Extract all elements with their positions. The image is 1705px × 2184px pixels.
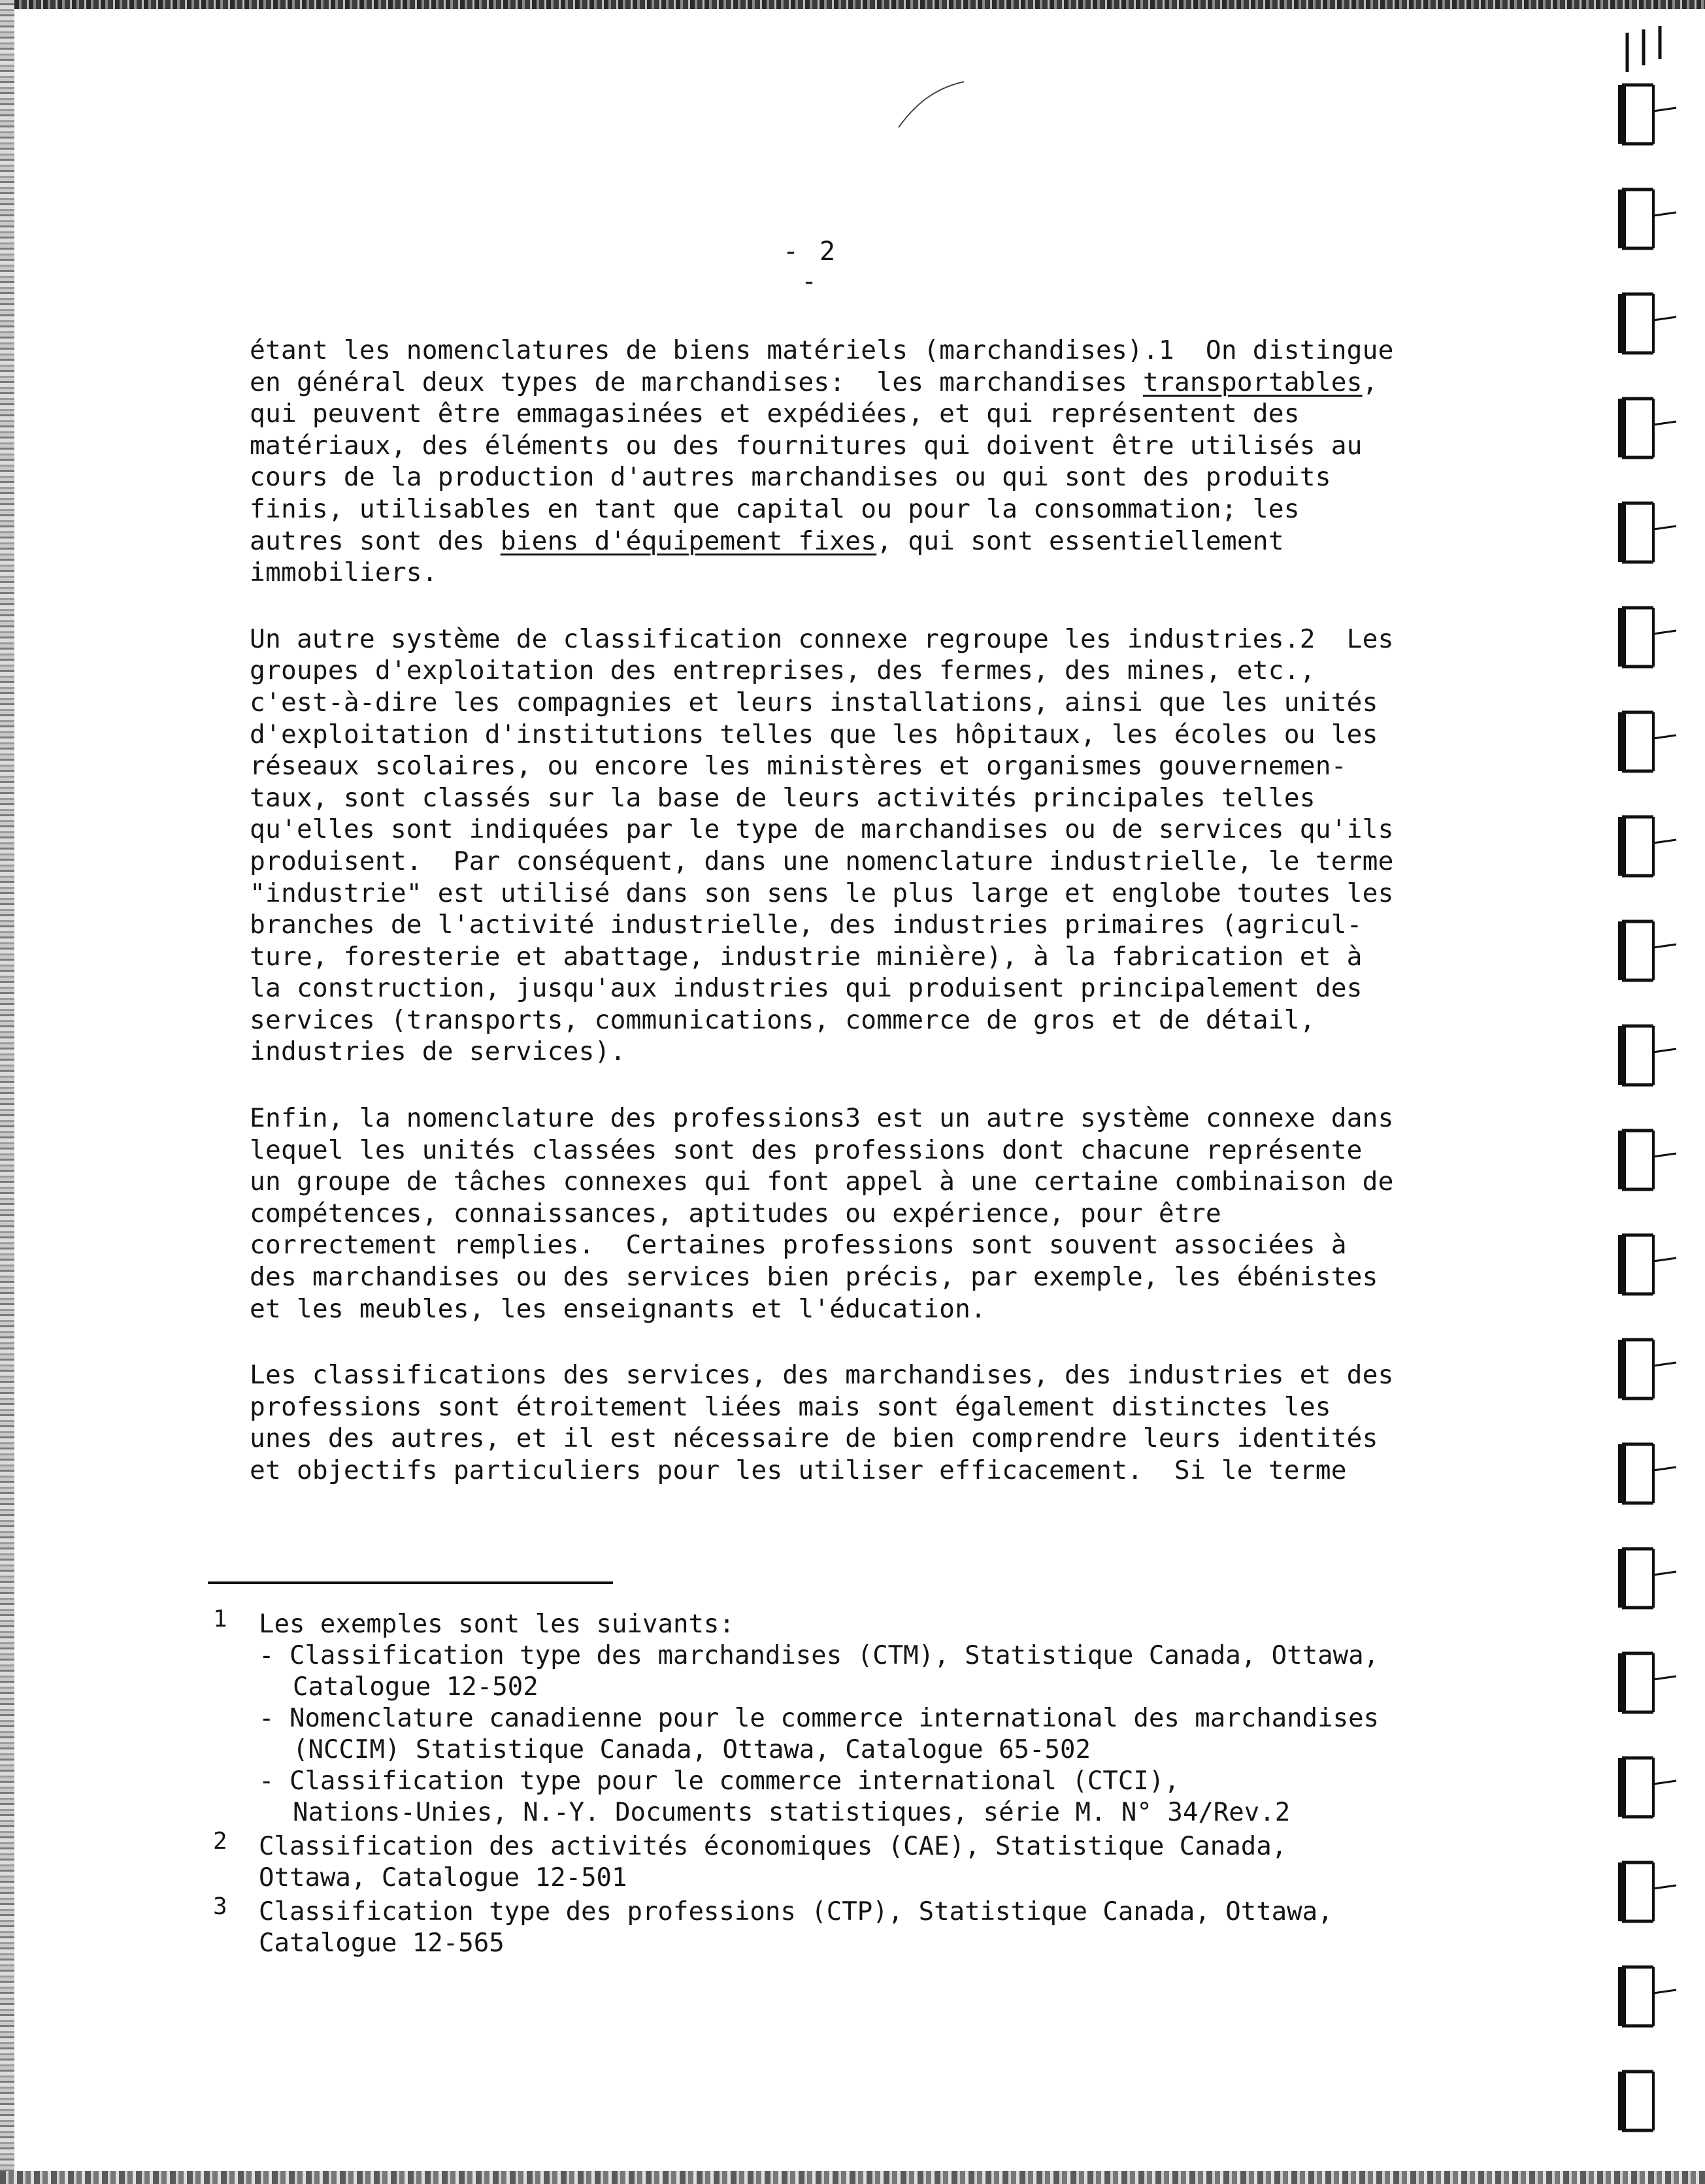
footnote-list-item: - Classification type pour le commerce international (CTCI), <box>259 1766 1180 1796</box>
footnote-1 <box>208 1606 1449 1828</box>
footnote-3 <box>208 1893 1449 1959</box>
scan-edge-bottom <box>0 2171 1705 2184</box>
footnotes <box>208 1606 1449 1962</box>
line: c'est-à-dire les compagnies et leurs installations, ainsi que les unités <box>250 687 1378 718</box>
line: réseaux scolaires, ou encore les ministères et organismes gouvernemen- <box>250 751 1347 782</box>
line: un groupe de tâches connexes qui font appel à une certaine combinaison de <box>250 1166 1394 1197</box>
footnote-line: Catalogue 12-565 <box>259 1928 505 1958</box>
line: qui peuvent être emmagasinées et expédiées, et qui représentent des <box>250 399 1300 429</box>
paragraph-3 <box>250 1102 1439 1325</box>
footnote-line: (NCCIM) Statistique Canada, Ottawa, Catalogue 65-502 <box>293 1735 1091 1764</box>
line: finis, utilisables en tant que capital ou pour la consommation; les <box>250 493 1300 524</box>
line: produisent. Par conséquent, dans une nomenclature industrielle, le terme <box>250 846 1394 876</box>
paragraph-2 <box>250 623 1439 1068</box>
line: qu'elles sont indiquées par le type de marchandises ou de services qu'ils <box>250 814 1394 845</box>
footnote-list-item: - Nomenclature canadienne pour le commerce international des marchandises <box>259 1704 1380 1733</box>
line: industries de services). <box>250 1036 626 1067</box>
line: correctement remplies. Certaines professions sont souvent associées à <box>250 1230 1347 1261</box>
paragraph-1 <box>250 335 1439 589</box>
scan-edge-top <box>0 0 1705 9</box>
line: , <box>1362 367 1378 397</box>
footnote-2 <box>208 1828 1449 1894</box>
line: groupes d'exploitation des entreprises, des fermes, des mines, etc., <box>250 655 1316 686</box>
footnote-line: Nations-Unies, N.-Y. Documents statistiques, série M. N° 34/Rev.2 <box>293 1798 1291 1827</box>
line: lequel les unités classées sont des professions dont chacune représente <box>250 1134 1363 1165</box>
line: matériaux, des éléments ou des fournitures qui doivent être utilisés au <box>250 430 1363 461</box>
footnote-line: Ottawa, Catalogue 12-501 <box>259 1863 627 1893</box>
line: étant les nomenclatures de biens matériels (marchandises).1 On distingue <box>250 335 1394 365</box>
underlined-term-biens-equipement: biens d'équipement fixes <box>500 525 877 556</box>
line: professions sont étroitement liées mais sont également distinctes les <box>250 1391 1331 1422</box>
underlined-term-transportables: transportables <box>1142 367 1363 397</box>
line: "industrie" est utilisé dans son sens le plus large et englobe toutes les <box>250 878 1394 908</box>
line: des marchandises ou des services bien précis, par exemple, les ébénistes <box>250 1262 1378 1293</box>
paragraph-4 <box>250 1359 1439 1486</box>
footnote-line: Les exemples sont les suivants: <box>259 1610 735 1639</box>
footnote-line: Classification des activités économiques (CAE), Statistique Canada, <box>259 1832 1287 1861</box>
line: branches de l'activité industrielle, des industries primaires (agricul- <box>250 910 1363 940</box>
body-text <box>250 335 1439 1521</box>
line: taux, sont classés sur la base de leurs activités principales telles <box>250 782 1316 813</box>
line: Enfin, la nomenclature des professions3 est un autre système connexe dans <box>250 1103 1394 1134</box>
footnote-line: Classification type des professions (CTP), Statistique Canada, Ottawa, <box>259 1897 1333 1927</box>
line: autres sont des <box>250 525 501 556</box>
footnote-line: Catalogue 12-502 <box>293 1672 538 1702</box>
line: Un autre système de classification connexe regroupe les industries.2 Les <box>250 623 1394 654</box>
footnote-number: 3 <box>213 1893 227 1920</box>
page-number: - 2 - <box>782 237 838 297</box>
footnote-number: 2 <box>213 1828 227 1855</box>
line: cours de la production d'autres marchandises ou qui sont des produits <box>250 462 1331 493</box>
spiral-binding <box>1614 20 1705 2157</box>
line: en général deux types de marchandises: les marchandises <box>250 367 1143 397</box>
line: , qui sont essentiellement <box>876 525 1284 556</box>
footnote-number: 1 <box>213 1606 227 1632</box>
line: services (transports, communications, commerce de gros et de détail, <box>250 1004 1316 1035</box>
line: d'exploitation d'institutions telles que les hôpitaux, les écoles ou les <box>250 719 1378 750</box>
line: unes des autres, et il est nécessaire de bien comprendre leurs identités <box>250 1423 1378 1454</box>
line: ture, foresterie et abattage, industrie minière), à la fabrication et à <box>250 941 1363 972</box>
line: compétences, connaissances, aptitudes ou expérience, pour être <box>250 1198 1221 1229</box>
scan-edge-left <box>0 0 14 2184</box>
line: immobiliers. <box>250 557 438 588</box>
footnote-separator <box>208 1581 613 1584</box>
pen-stroke-mark <box>895 78 967 131</box>
line: la construction, jusqu'aux industries qui produisent principalement des <box>250 973 1363 1004</box>
footnote-list-item: - Classification type des marchandises (CTM), Statistique Canada, Ottawa, <box>259 1641 1380 1670</box>
line: Les classifications des services, des marchandises, des industries et des <box>250 1360 1394 1391</box>
line: et les meubles, les enseignants et l'éducation. <box>250 1293 987 1324</box>
line: et objectifs particuliers pour les utiliser efficacement. Si le terme <box>250 1455 1347 1485</box>
